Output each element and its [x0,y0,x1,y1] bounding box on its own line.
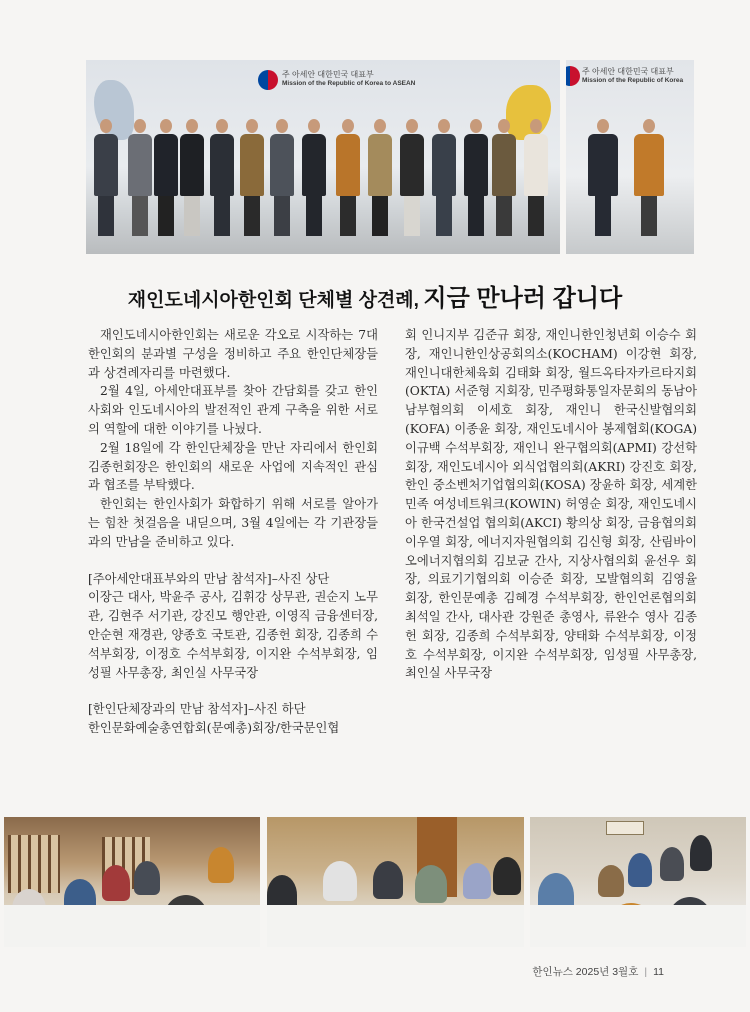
article-right-column [405,326,697,683]
attendee-list: 이장근 대사, 박윤주 공사, 김휘강 상무관, 권순지 노무관, 김현주 서기관, 강진모 행안관, 이영직 금융센터장, 안순현 재경관, 양종호 국토관, 김종헌 회장, 김종희 수석부회장, 이정호 수석부회장, 이지완 수석부회장, 임성필 사무총장, 최인실 사무국장 [88,590,378,680]
person [154,119,178,236]
person [628,853,652,887]
group-photo-mission [86,60,560,254]
person [492,119,516,236]
mission-sign [582,66,683,84]
handshake-photo [566,60,694,254]
paragraph: 2월 4일, 아세안대표부를 찾아 간담회를 갖고 한인사회와 인도네시아의 발전적인 관계 구축을 위한 서로의 역할에 대한 이야기를 나눴다. [88,384,378,436]
dinner-photo-2 [267,817,524,947]
mission-sign-english: Mission of the Republic of Korea [582,77,684,84]
person [323,861,357,901]
person [660,847,684,881]
dining-table [530,905,746,947]
person [634,119,664,236]
person [134,861,160,895]
person [690,835,712,871]
dining-table [267,905,524,947]
person [373,861,403,899]
footer-divider: | [644,966,648,978]
mission-sign-korean: 주 아세안 대한민국 대표부 [282,70,374,79]
person [400,119,424,236]
wall-calligraphy [606,821,644,835]
paragraph: 한인회는 한인사회가 화합하기 위해 서로를 알아가는 힘찬 첫걸음을 내딛으며, 3월 4일에는 각 기관장들과의 만남을 준비하고 있다. [88,497,378,549]
headline-part1: 재인도네시아한인회 단체별 상견례, [127,290,419,311]
mission-logo-icon [258,70,278,90]
paragraph: 2월 18일에 각 한인단체장을 만난 자리에서 한인회 김종헌회장은 한인회의 새로운 사업에 지속적인 관심과 협조를 부탁했다. [88,440,378,493]
person [240,119,264,236]
dining-table [4,905,260,947]
mission-sign [282,69,415,87]
dinner-photo-3 [530,817,746,947]
person [432,119,456,236]
section-heading: [주아세안대표부와의 만남 참석자]–사진 상단 [88,571,330,586]
publication-name: 한인뉴스 2025년 3월호 [532,966,639,978]
person [128,119,152,236]
person [368,119,392,236]
section-heading: [한인단체장과의 만남 참석자]–사진 하단 [88,702,306,717]
page-number: 11 [653,966,664,978]
person [493,857,521,895]
person [208,847,234,883]
person [210,119,234,236]
person [464,119,488,236]
person [588,119,618,236]
person [270,119,294,236]
person [463,863,491,899]
window-lattice [8,835,60,893]
person [598,865,624,897]
person [415,865,447,903]
attendee-list: 한인문화예술총연합회(문예총)회장/한국문인협 [88,721,340,736]
attendee-list: 회 인니지부 김준규 회장, 재인니한인청년회 이승수 회장, 재인니한인상공회의소(KOCHAM) 이강현 회장, 재인니대한체육회 김태화 회장, 월드옥타자카르타지회(OKTA) 서준형 지회장, 민주평화통일자문회의 동남아남부협의회 이세호 회장, 재인니 한국신발협의회(KOFA) 이종윤 회장, 재인도네시아 봉제협회(KOGA) 이규백 수석부회장, 재인니 완구협의회(APMI) 강선학 회장, 재인도네시아 외식업협의회(AKRI) 강진호 회장, 한인 중소벤처기업협의회(KOSA) 장윤하 회장, 세계한민족 여성네트워크(KOWIN) 허영순 회장, 재인도네시아 한국건설업 협의회(AKCI) 황의상 회장, 금융협의회 이우열 회장, 에너지자원협의회 김신형 회장, 산림바이오에너지협의회 김보균 간사, 지상사협의회 윤선우 회장, 의료기기협의회 이승준 회장, 모발협의회 김영율 회장, 한인문예총 김혜경 수석부회장, 한인언론협의회 최석일 간사, 대사관 강원준 총영사, 류완수 영사 김종헌 회장, 김종희 수석부회장, 양태화 수석부회장, 이정호 수석부회장, 이지완 수석부회장, 임성필 사무총장, 최인실 사무국장 [405,328,697,681]
dinner-photo-1 [4,817,260,947]
person [524,119,548,236]
headline-part2: 지금 만나러 갑니다 [423,285,623,312]
page-footer [532,964,664,979]
article-left-column [88,326,378,738]
person [336,119,360,236]
article-headline [0,278,750,313]
person [102,865,130,901]
mission-logo-icon [566,66,580,86]
paragraph: 재인도네시아한인회는 새로운 각오로 시작하는 7대 한인회의 분과별 구성을 정비하고 주요 한인단체장들과 상견례자리를 마련했다. [88,328,378,380]
mission-sign-korean: 주 아세안 대한민국 대표부 [582,67,674,76]
person [180,119,204,236]
mission-sign-english: Mission of the Republic of Korea to ASEAN [282,80,416,87]
person [302,119,326,236]
person [94,119,118,236]
